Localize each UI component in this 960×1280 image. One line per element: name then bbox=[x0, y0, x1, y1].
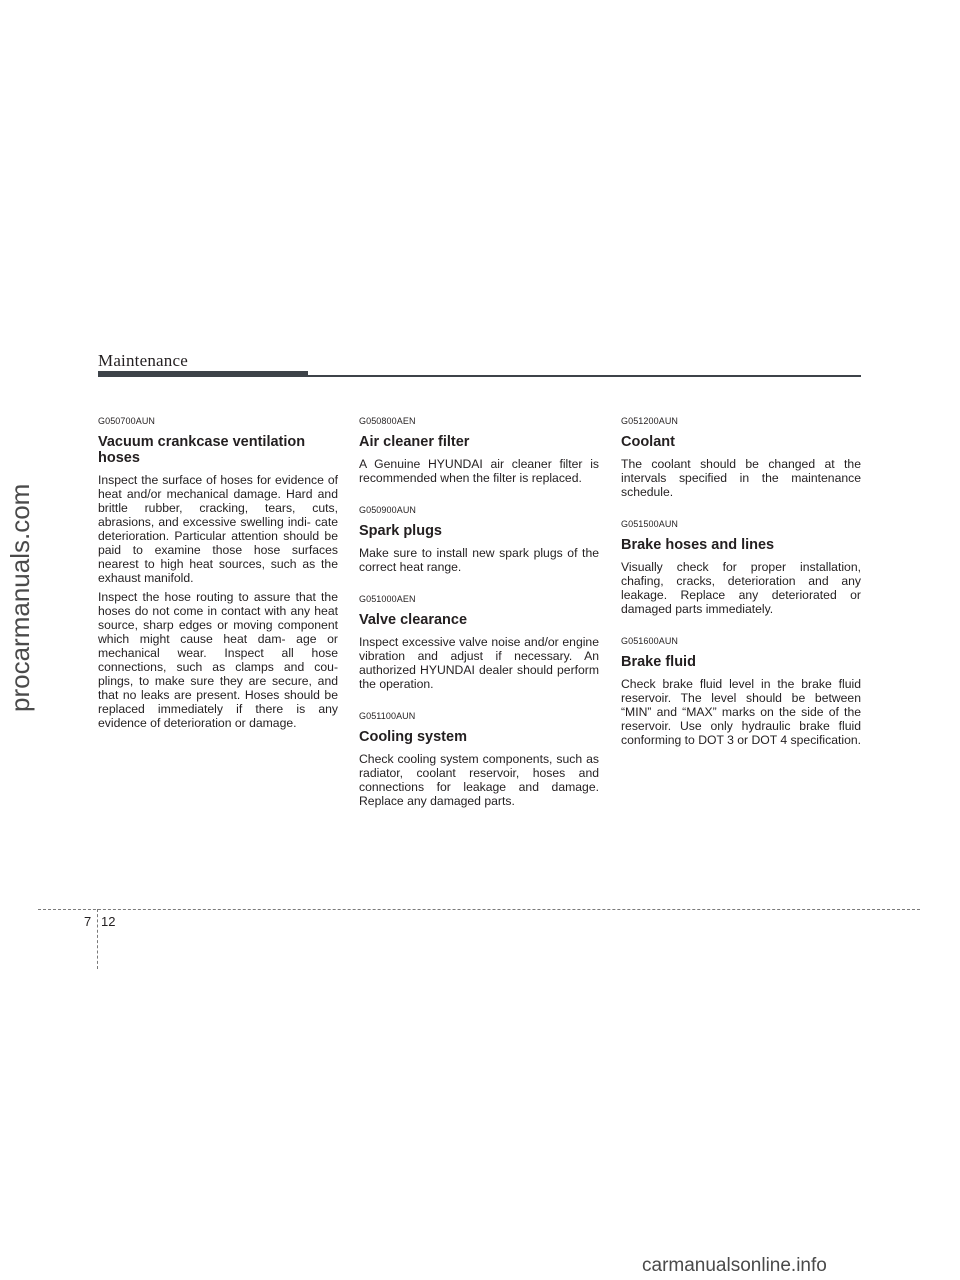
section-air-cleaner bbox=[359, 416, 599, 485]
section-paragraph: Inspect the hose routing to assure that the hoses do not come in contact with any heat source, sharp edges or moving component which might cause heat dam- age or mechanical wear. Inspect all hose connections, such as clamps and cou- plings, to make sure they are secure, and that no leaks are present. Hoses should be replaced immediately if there is any evidence of deterioration or damage. bbox=[98, 590, 338, 730]
section-paragraph: The coolant should be changed at the intervals specified in the maintenance schedule. bbox=[621, 457, 861, 499]
section-heading: Coolant bbox=[621, 434, 675, 450]
section-heading: Valve clearance bbox=[359, 612, 468, 628]
section-heading: Brake fluid bbox=[621, 654, 696, 670]
section-brake-fluid bbox=[621, 636, 861, 747]
section-code: G050700AUN bbox=[98, 416, 156, 426]
section-heading: Cooling system bbox=[359, 729, 467, 745]
section-code: G051200AUN bbox=[621, 416, 679, 426]
section-heading: Brake hoses and lines bbox=[621, 537, 775, 553]
section-heading: Air cleaner filter bbox=[359, 434, 470, 450]
section-paragraph: Inspect excessive valve noise and/or engine vibration and adjust if necessary. An authorized HYUNDAI dealer should perform the operation. bbox=[359, 635, 599, 691]
section-coolant bbox=[621, 416, 861, 499]
section-code: G051000AEN bbox=[359, 594, 416, 604]
section-valve-clearance bbox=[359, 594, 599, 691]
section-paragraph: Check cooling system components, such as radiator, coolant reservoir, hoses and connections for leakage and damage. Replace any damaged parts. bbox=[359, 752, 599, 808]
header-bar bbox=[98, 371, 308, 377]
section-brake-hoses bbox=[621, 519, 861, 616]
page-section-title: Maintenance bbox=[98, 351, 188, 370]
footer-divider bbox=[97, 909, 98, 969]
section-vacuum-hoses bbox=[98, 416, 338, 730]
column-2 bbox=[359, 416, 599, 828]
section-heading: Vacuum crankcase ventilation hoses bbox=[98, 434, 306, 466]
section-paragraph: Visually check for proper installation, chafing, cracks, deterioration and any leakage. Replace any deteriorated or damaged parts immediately. bbox=[621, 560, 861, 616]
section-spark-plugs bbox=[359, 505, 599, 574]
section-paragraph: Make sure to install new spark plugs of the correct heat range. bbox=[359, 546, 599, 574]
column-3 bbox=[621, 416, 861, 767]
footer-rule bbox=[38, 909, 920, 910]
chapter-number: 7 bbox=[84, 914, 92, 929]
section-code: G050800AEN bbox=[359, 416, 416, 426]
section-cooling-system bbox=[359, 711, 599, 808]
section-heading: Spark plugs bbox=[359, 523, 442, 539]
section-code: G051500AUN bbox=[621, 519, 679, 529]
side-watermark: procarmanuals.com bbox=[5, 483, 35, 712]
bottom-watermark: carmanualsonline.info bbox=[642, 1255, 827, 1276]
page-number: 12 bbox=[101, 914, 116, 929]
header-rule bbox=[308, 375, 861, 377]
section-paragraph: A Genuine HYUNDAI air cleaner filter is recommended when the filter is replaced. bbox=[359, 457, 599, 485]
section-paragraph: Inspect the surface of hoses for evidence of heat and/or mechanical damage. Hard and brittle rubber, cracking, tears, cuts, abrasions, and excessive swelling indi- cate deterioration. Particular attention should be paid to examine those hose surfaces nearest to high heat sources, such as the exhaust manifold. bbox=[98, 473, 338, 585]
column-1 bbox=[98, 416, 338, 750]
section-paragraph: Check brake fluid level in the brake fluid reservoir. The level should be between “MIN” and “MAX” marks on the side of the reservoir. Use only hydraulic brake fluid conforming to DOT 3 or DOT 4 specification. bbox=[621, 677, 862, 747]
section-code: G051100AUN bbox=[359, 711, 416, 721]
section-code: G050900AUN bbox=[359, 505, 417, 515]
section-code: G051600AUN bbox=[621, 636, 679, 646]
